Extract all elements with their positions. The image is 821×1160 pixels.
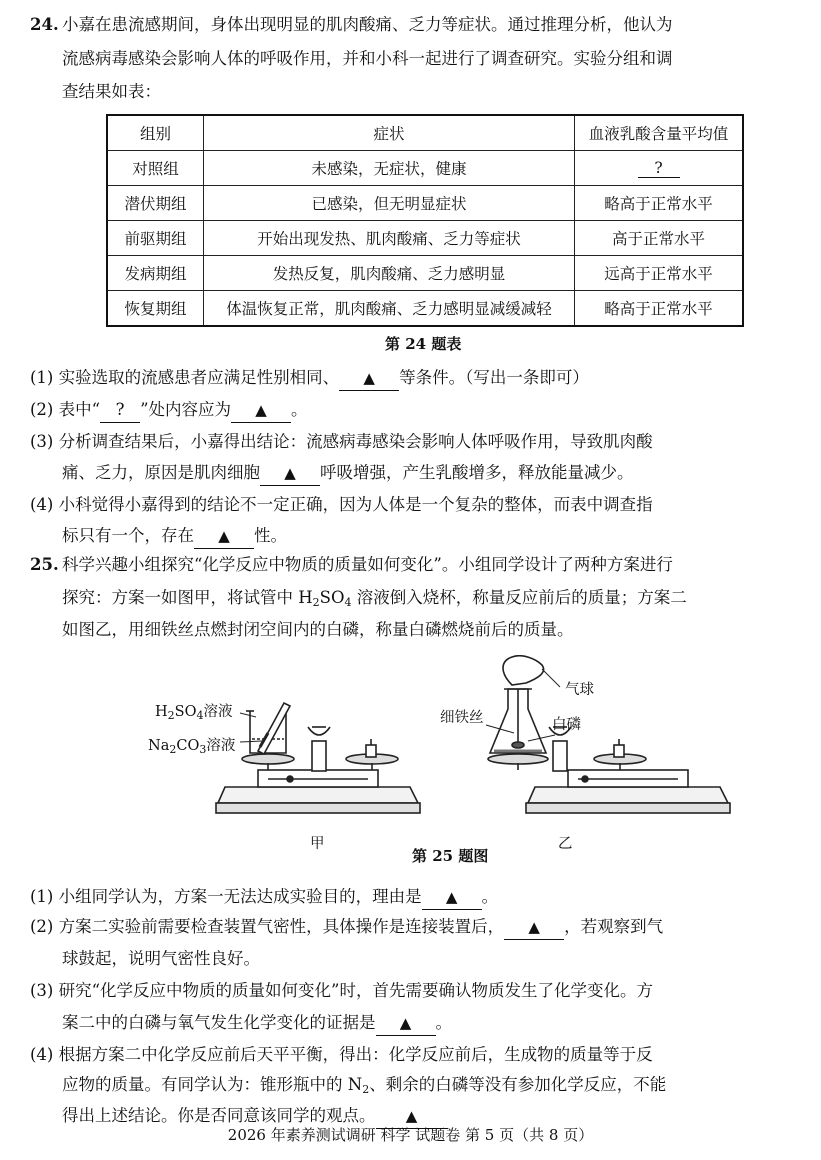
answer-blank[interactable]: ▲ <box>339 366 399 391</box>
sub-text: 小科觉得小嘉得到的结论不一定正确，因为人体是一个复杂的整体，而表中调查指 <box>58 495 653 514</box>
conical-flask-icon <box>490 689 546 753</box>
sub-text: 呼吸增强，产生乳酸增多，释放能量减少。 <box>320 463 634 482</box>
sub-number: (1) <box>30 887 54 906</box>
answer-blank[interactable]: ▲ <box>504 915 564 940</box>
q24-sub4-line1 <box>30 493 653 517</box>
table-cell: 远高于正常水平 <box>575 256 744 291</box>
sub-text: 得出上述结论。你是否同意该同学的观点。 <box>62 1106 376 1125</box>
sub-text: 。 <box>435 1013 452 1032</box>
table-cell: 恢复期组 <box>107 291 204 327</box>
table-cell: 对照组 <box>107 151 204 186</box>
q24-sub2 <box>30 398 308 423</box>
sub-text: 根据方案二中化学反应前后天平平衡，得出：化学反应前后，生成物的质量等于反 <box>58 1045 653 1064</box>
sub-text: ，若观察到气 <box>564 917 664 936</box>
label-jia: 甲 <box>310 836 325 852</box>
q24-intro-line2: 流感病毒感染会影响人体的呼吸作用，并和小科一起进行了调查研究。实验分组和调 <box>62 49 673 68</box>
answer-blank[interactable]: ▲ <box>422 885 482 910</box>
question-mark-blank: ? <box>638 159 680 178</box>
answer-blank[interactable]: ▲ <box>231 398 291 423</box>
q25-intro-line1: 科学兴趣小组探究“化学反应中物质的质量如何变化”。小组同学设计了两种方案进行 <box>62 555 673 574</box>
sub-text: 标只有一个，存在 <box>62 526 194 545</box>
q25-sub4-line2: 应物的质量。有同学认为：锥形瓶中的 $N_2$、剩余的白磷等没有参加化学反应，不能 <box>62 1075 667 1096</box>
q24-table-caption: 第 24 题表 <box>385 335 462 353</box>
sub-number: (4) <box>30 1045 54 1064</box>
table-row <box>107 151 743 186</box>
question-mark-blank: ? <box>100 398 140 423</box>
q25-sub3-line2 <box>62 1011 452 1036</box>
sub-text: 等条件。（写出一条即可） <box>399 368 589 387</box>
intro-text: 溶液倒入烧杯，称量反应前后的质量；方案二 <box>356 588 687 607</box>
table-row <box>107 256 743 291</box>
sub-text: ”处内容应为 <box>140 400 231 419</box>
table-row <box>107 186 743 221</box>
label-text: Na <box>148 738 170 754</box>
q25-sub4-line1 <box>30 1043 653 1067</box>
table-header-row <box>107 115 743 151</box>
q25-intro-line2: 探究：方案一如图甲，将试管中 $H_2SO_4$ 溶液倒入烧杯，称量反应前后的质量；方案二 <box>62 588 687 609</box>
answer-blank[interactable]: ▲ <box>260 461 320 486</box>
table-header: 组别 <box>107 115 204 151</box>
sub-text: 研究“化学反应中物质的质量如何变化”时，首先需要确认物质发生了化学变化。方 <box>58 981 653 1000</box>
q25-figure <box>140 655 760 855</box>
label-h2so4: $H_2SO_4$溶液 <box>155 704 233 722</box>
sub-text: 性。 <box>254 526 287 545</box>
sub-text: 应物的质量。有同学认为：锥形瓶中的 N <box>62 1075 363 1094</box>
q24-intro-line1: 小嘉在患流感期间，身体出现明显的肌肉酸痛、乏力等症状。通过推理分析，他认为 <box>62 15 673 34</box>
sub-text: 方案二实验前需要检查装置气密性，具体操作是连接装置后， <box>58 917 505 936</box>
table-cell: 发病期组 <box>107 256 204 291</box>
q24-sub1 <box>30 366 589 391</box>
table-cell: 开始出现发热、肌肉酸痛、乏力等症状 <box>204 221 575 256</box>
table-cell: 发热反复，肌肉酸痛、乏力感明显 <box>204 256 575 291</box>
balloon-icon <box>503 656 544 685</box>
table-cell: 高于正常水平 <box>575 221 744 256</box>
sub-number: (2) <box>30 400 54 419</box>
sub-text: 痛、乏力，原因是肌肉细胞 <box>62 463 260 482</box>
q25-number: 25. <box>30 555 59 574</box>
sub-text: 、剩余的白磷等没有参加化学反应，不能 <box>369 1075 667 1094</box>
sub-number: (3) <box>30 432 54 451</box>
table-cell: 前驱期组 <box>107 221 204 256</box>
q24-number: 24. <box>30 15 59 34</box>
q24-sub3-line2 <box>62 461 634 486</box>
label-white-phosphorus: 白磷 <box>552 717 581 733</box>
sub-text: 分析调查结果后，小嘉得出结论：流感病毒感染会影响人体呼吸作用，导致肌肉酸 <box>58 432 653 451</box>
sub-text: 。 <box>481 887 499 906</box>
label-yi: 乙 <box>558 836 573 852</box>
q25-intro-line3: 如图乙，用细铁丝点燃封闭空间内的白磷，称量白磷燃烧前后的质量。 <box>62 620 574 639</box>
answer-blank[interactable]: ▲ <box>376 1104 448 1129</box>
q25-sub2-line2: 球鼓起，说明气密性良好。 <box>62 949 260 968</box>
answer-blank[interactable]: ▲ <box>194 524 254 549</box>
sub-number: (2) <box>30 917 54 936</box>
table-cell <box>575 151 744 186</box>
table-cell: 略高于正常水平 <box>575 186 744 221</box>
table-cell: 未感染，无症状，健康 <box>204 151 575 186</box>
page-footer: 2026 年素养测试调研 科学 试题卷 第 5 页（共 8 页） <box>227 1126 594 1144</box>
label-text: H <box>155 704 168 720</box>
sub-text: 实验选取的流感患者应满足性别相同、 <box>58 368 340 387</box>
sub-text: 案二中的白磷与氧气发生化学变化的证据是 <box>62 1013 376 1032</box>
q25-sub3-line1 <box>30 979 653 1003</box>
q25-sub2-line1 <box>30 915 663 940</box>
q24-sub3-line1 <box>30 430 653 454</box>
label-text: 溶液 <box>206 738 236 754</box>
label-iron-wire: 细铁丝 <box>440 710 484 726</box>
label-balloon: 气球 <box>565 682 594 698</box>
answer-blank[interactable]: ▲ <box>376 1011 436 1036</box>
q25-sub1 <box>30 885 498 910</box>
sub-number: (1) <box>30 368 54 387</box>
q24-intro-line3: 查结果如表： <box>62 82 161 101</box>
table-header: 症状 <box>204 115 575 151</box>
table-cell: 潜伏期组 <box>107 186 204 221</box>
sub-number: (4) <box>30 495 54 514</box>
balance-jia-icon <box>216 727 420 813</box>
table-cell: 略高于正常水平 <box>575 291 744 327</box>
sub-number: (3) <box>30 981 54 1000</box>
table-row <box>107 291 743 327</box>
table-cell: 体温恢复正常，肌肉酸痛、乏力感明显减缓减轻 <box>204 291 575 327</box>
table-cell: 已感染，但无明显症状 <box>204 186 575 221</box>
sub-text: 小组同学认为，方案一无法达成实验目的，理由是 <box>58 887 422 906</box>
sub-text: 。 <box>291 400 308 419</box>
table-header: 血液乳酸含量平均值 <box>575 115 744 151</box>
q25-figure-caption: 第 25 题图 <box>412 847 489 865</box>
sub-text: 表中“ <box>58 400 101 419</box>
label-text: 溶液 <box>203 704 233 720</box>
table-row <box>107 221 743 256</box>
q24-sub4-line2 <box>62 524 287 549</box>
label-na2co3: $Na_2CO_3$溶液 <box>148 738 236 756</box>
intro-text: 探究：方案一如图甲，将试管中 H <box>62 588 313 607</box>
q24-survey-table <box>106 114 744 327</box>
